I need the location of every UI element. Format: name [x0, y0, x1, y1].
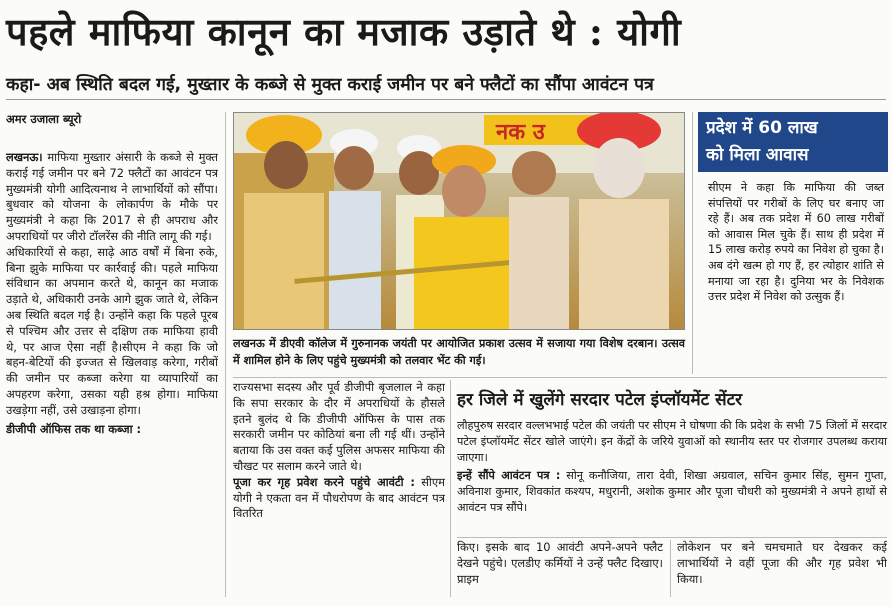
subhead-dgp-office: डीजीपी ऑफिस तक था कब्जा : — [6, 421, 142, 436]
horizontal-divider — [457, 537, 887, 538]
story2-text: लौहपुरुष सरदार वल्लभभाई पटेल की जयंती पर सीएम ने घोषणा की कि प्रदेश के सभी 75 जिलों में सरदार पटेल इंप्लॉयमेंट सेंटर खोले जाएंगे। इन केंद्रों के जरिये युवाओं को स्थानीय स्तर पर रोजगार उपलब्ध कराया जाएगा। — [457, 419, 887, 464]
paragraph-1 — [6, 150, 218, 245]
headline: पहले माफिया कानून का मजाक उड़ाते थे : योगी — [6, 9, 682, 54]
subhead-allottees: इन्हें सौंपे आवंटन पत्र : — [457, 469, 561, 482]
article-column-1 — [6, 150, 218, 590]
paragraph-2: अधिकारियों से कहा, साढ़े आठ वर्षों में बिना रुके, बिना झुके माफिया पर कार्रवाई की। पहले माफिया संविधान का अपमान करते थे, कानून का मजाक उड़ाते थे, अधिकारी उनके आगे झुक जाते थे, लेकिन अब स्थिति बदल गई है। उन्होंने कहा कि पहले पूरब से पश्चिम और उत्तर से दक्षिण तक माफिया हावी थे, पर आज ऐसा नहीं है।सीएम ने कहा कि जो बहन-बेटियों की इज्जत से खिलवाड़ करेगा, गरीबों की जमीन पर कब्जा करेगा या व्यापारियों का अपहरण करेगा, उसका यही हश्र होगा। माफिया उखड़ेगा नहीं, उसे उखाड़ना होगा। — [6, 244, 218, 417]
photo-banner-text: नक उ — [496, 120, 545, 145]
paragraph-1-text: माफिया मुख्तार अंसारी के कब्जे से मुक्त कराई गई जमीन पर बने 72 फ्लैटों का आवंटन पत्र मुख्यमंत्री योगी आदित्यनाथ ने लाभार्थियों को सौंपा। बुधवार को योजना के लोकार्पण के मौके पर मुख्यमंत्री ने कहा कि 2017 से ही अपराध और अपराधियों पर जीरो टॉलरेंस की नीति लागू की गई। — [6, 150, 218, 243]
article-column-2 — [233, 380, 445, 590]
col2-paragraph-2-text: सीएम योगी ने एकता वन में पौधरोपण के बाद आवंटन पत्र वितरित — [233, 474, 445, 521]
sidebar-title-box — [698, 112, 888, 172]
subheadline: कहा- अब स्थिति बदल गई, मुख्तार के कब्जे से मुक्त कराई जमीन पर बने फ्लैटों का सौंपा आवंटन पत्र — [6, 70, 886, 100]
allottees-list: सोनू कनौजिया, तारा देवी, शिखा अग्रवाल, सचिन कुमार सिंह, सुमन गुप्ता, अविनाश कुमार, शिवकांत कश्यप, मधुरानी, अशोक कुमार और पूजा चौधरी को मुख्यमंत्री ने अपने हाथों से आवंटन पत्र सौंपे। — [457, 469, 887, 514]
article-column-3: किए। इसके बाद 10 आवंटी अपने-अपने फ्लैट देखने पहुंचे। एलडीए कर्मियों ने उन्हें फ्लैट दिखाए। प्राइम — [457, 540, 663, 586]
photo-illustration — [234, 113, 685, 330]
sidebar-text: सीएम ने कहा कि माफिया की जब्त संपत्तियों पर गरीबों के लिए घर बनाए जा रहे हैं। अब तक प्रदेश में 60 लाख गरीबों को आवास मिल चुके हैं। साथ ही प्रदेश में 15 लाख करोड़ रुपये का निवेश हो चुका है। अब दंगे खत्म हो गए हैं, हर त्योहार शांति से मनाया जा रहा है। दुनिया भर के निवेशक उत्तर प्रदेश में निवेश को उत्सुक हैं। — [708, 181, 884, 304]
column-divider — [670, 540, 671, 597]
subhead-griha-pravesh: पूजा कर गृह प्रवेश करने पहुंचे आवंटी : — [233, 474, 415, 489]
article-column-4: लोकेशन पर बने चमचमाते घर देखकर कई लाभार्थियों ने वहीं पूजा की और गृह प्रवेश भी किया। — [677, 540, 887, 586]
sidebar-title-line-1: प्रदेश में 60 लाख — [706, 118, 818, 138]
dateline: लखनऊ। — [6, 150, 43, 164]
horizontal-divider — [233, 377, 887, 378]
story2-allottees — [457, 468, 887, 536]
news-photo — [233, 112, 685, 330]
column-divider — [692, 112, 693, 374]
sidebar-title-line-2: को मिला आवास — [706, 145, 809, 165]
byline: अमर उजाला ब्यूरो — [6, 112, 82, 126]
photo-caption: लखनऊ में डीएवी कॉलेज में गुरुनानक जयंती पर आयोजित प्रकाश उत्सव में सजाया गया विशेष दरबान। उत्सव में शामिल होने के लिए पहुंचे मुख्यमंत्री को तलवार भेंट की गई। — [233, 337, 685, 367]
column-divider — [225, 112, 226, 597]
col2-paragraph: राज्यसभा सदस्य और पूर्व डीजीपी बृजलाल ने कहा कि सपा सरकार के दौर में अपराधियों के हौसले इतने बुलंद थे कि डीजीपी ऑफिस के पास तक सरकारी जमीन पर कोठियां बना ली गई थीं। उन्होंने बताया कि उस वक्त कई पुलिस अफसर माफिया की चौखट पर सलाम करने जाते थे। — [233, 380, 445, 473]
column-divider — [450, 380, 451, 597]
story2-title: हर जिले में खुलेंगे सरदार पटेल इंप्लॉयमेंट सेंटर — [457, 390, 743, 410]
col2-paragraph-2 — [233, 475, 445, 522]
